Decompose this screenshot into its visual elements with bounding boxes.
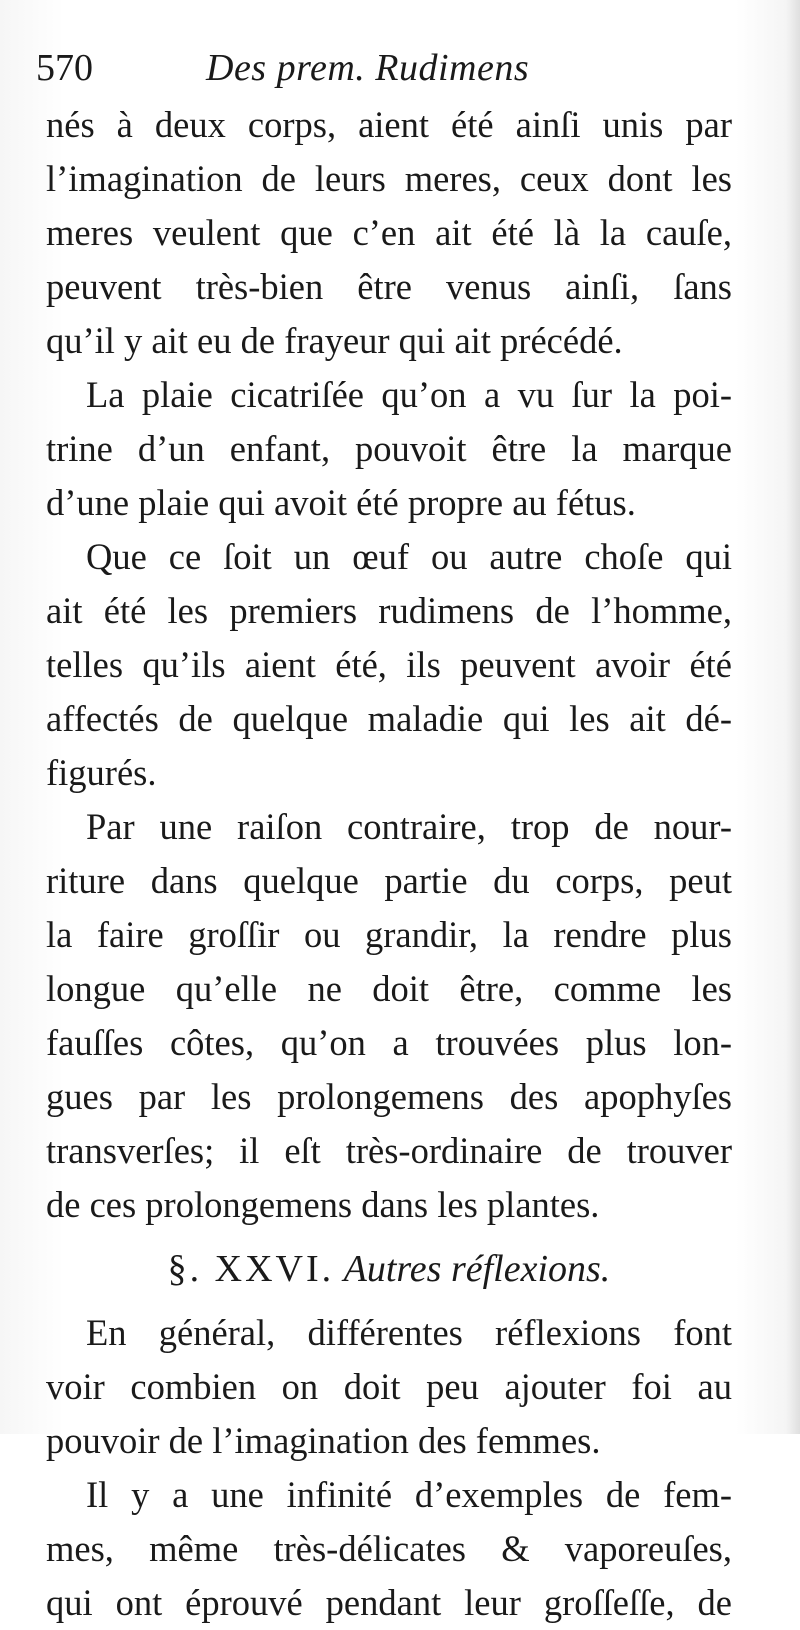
- section-heading: [46, 1232, 732, 1306]
- text-line: Par une raiſon contraire, trop de nour-: [86, 806, 732, 847]
- paragraph-1: [46, 98, 732, 368]
- text-line: peuvent très-bien être venus ainſi, ſans: [46, 266, 732, 307]
- text-line: qui ont éprouvé pendant leur groſſeſſe, de: [46, 1582, 732, 1623]
- text-line: ait été les premiers rudimens de l’homme,: [46, 590, 732, 631]
- text-line: fauſſes côtes, qu’on a trouvées plus lon-: [46, 1022, 732, 1063]
- running-title: Des prem. Rudimens: [206, 47, 530, 89]
- text-line: nés à deux corps, aient été ainſi unis par: [46, 104, 732, 145]
- page-number: 570: [36, 47, 93, 89]
- text-line: l’imagination de leurs meres, ceux dont les: [46, 158, 732, 199]
- text-line: pouvoir de l’imagination des femmes.: [46, 1420, 601, 1461]
- text-line: trine d’un enfant, pouvoit être la marque: [46, 428, 732, 469]
- text-line: figurés.: [46, 752, 157, 793]
- section-title: Autres réflexions.: [343, 1248, 611, 1290]
- text-line: transverſes; il eſt très-ordinaire de trouver: [46, 1130, 732, 1171]
- text-line: Il y a une infinité d’exemples de fem-: [86, 1474, 732, 1515]
- text-line: longue qu’elle ne doit être, comme les: [46, 968, 732, 1009]
- text-line: mes, même très-délicates & vaporeuſes,: [46, 1528, 732, 1569]
- text-line: riture dans quelque partie du corps, peut: [46, 860, 732, 901]
- paragraph-2: [46, 368, 732, 530]
- paragraph-4: [46, 800, 732, 1232]
- page-header: [36, 40, 736, 96]
- paragraph-5: [46, 1306, 732, 1468]
- text-line: En général, différentes réflexions font: [86, 1312, 732, 1353]
- text-line: voir combien on doit peu ajouter foi au: [46, 1366, 732, 1407]
- body-text: [46, 98, 732, 1630]
- paragraph-6: [46, 1468, 732, 1630]
- text-line: meres veulent que c’en ait été là la cauſe,: [46, 212, 732, 253]
- text-line: affectés de quelque maladie qui les ait dé-: [46, 698, 732, 739]
- text-line: telles qu’ils aient été, ils peuvent avoir été: [46, 644, 732, 685]
- text-line: qu’il y ait eu de frayeur qui ait précédé.: [46, 320, 623, 361]
- text-line: Que ce ſoit un œuf ou autre choſe qui: [86, 536, 732, 577]
- text-line: La plaie cicatriſée qu’on a vu ſur la poi-: [86, 374, 732, 415]
- section-number: §. XXVI.: [167, 1248, 335, 1290]
- text-line: d’une plaie qui avoit été propre au fétus.: [46, 482, 636, 523]
- page-edge-shadow: [786, 0, 800, 1434]
- text-line: de ces prolongemens dans les plantes.: [46, 1184, 600, 1225]
- paragraph-3: [46, 530, 732, 800]
- text-line: la faire groſſir ou grandir, la rendre plus: [46, 914, 732, 955]
- text-line: gues par les prolongemens des apophyſes: [46, 1076, 732, 1117]
